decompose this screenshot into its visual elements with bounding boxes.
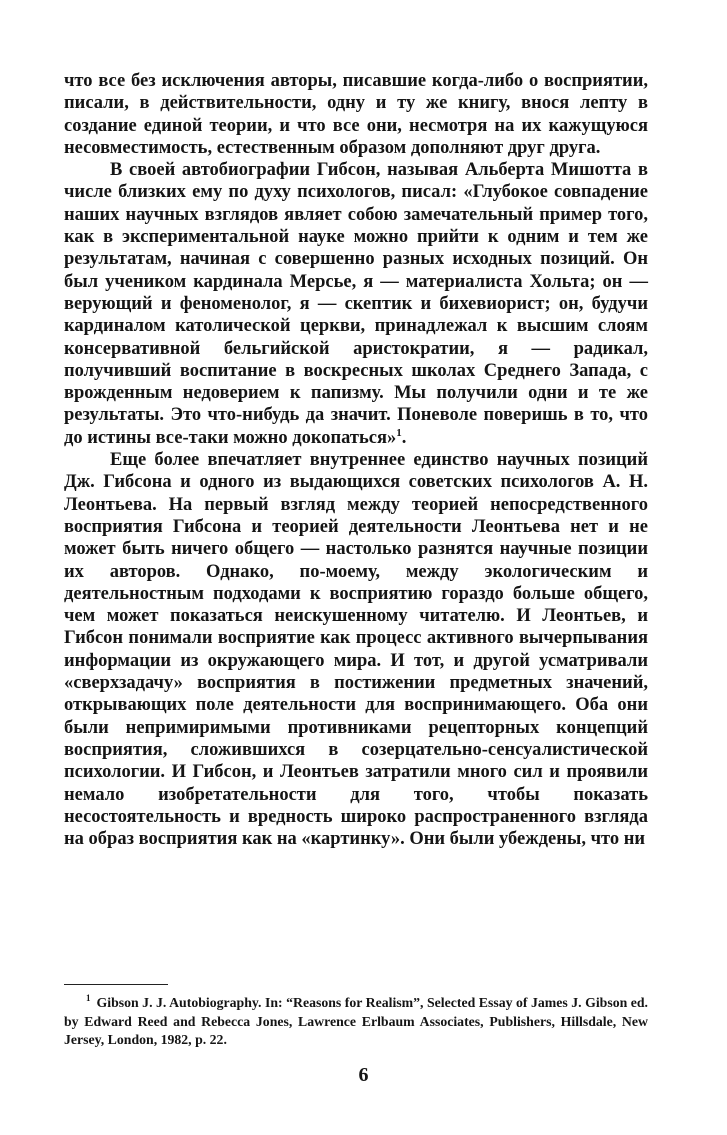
footnote-number: 1 [86, 993, 91, 1004]
paragraph-2 [64, 159, 648, 449]
footnote-text: Gibson J. J. Autobiography. In: “Reasons for Realism”, Selected Essay of James J. Gibson ed. by Edward Reed and Rebecca Jones, Lawrence Erlbaum Associates, Publishers, Hillsdale, New Jersey, London, 1982, p. 22. [64, 995, 648, 1047]
footnote [64, 994, 648, 1050]
footnote-divider [64, 984, 168, 985]
paragraph-1: что все без исключения авторы, писавшие когда-либо о восприятии, писали, в действительности, одну и ту же книгу, внося лепту в создание единой теории, и что все они, несмотря на их кажущуюся несовместимость, естественным образом дополняют друг друга. [64, 71, 648, 158]
paragraph-2-text: В своей автобиографии Гибсон, называя Альберта Мишотта в числе близких ему по духу психологов, писал: «Глубокое совпадение наших научных взглядов являет собою замечательный пример того, как в экспериментальной науке можно прийти к одним и тем же результатам, начиная с совершенно разных исходных позиций. Он был учеником кардинала Мерсье, я — материалиста Хольта; он — верующий и феноменолог, я — скептик и бихевиорист; он, будучи кардиналом католической церкви, принадлежал к высшим слоям консервативной бельгийской аристократии, я — радикал, получивший воспитание в воскресных школах Среднего Запада, с врожденным недоверием к папизму. Мы получили одни и те же результаты. Это что-нибудь да значит. Поневоле поверишь в то, что до истины все-таки можно докопаться» [64, 160, 648, 448]
page-number: 6 [358, 1064, 369, 1086]
paragraph-2-end: . [401, 427, 407, 448]
paragraph-3: Еще более впечатляет внутреннее единство научных позиций Дж. Гибсона и одного из выдающихся советских психологов А. Н. Леонтьева. На первый взгляд между теорией непосредственного восприятия Гибсона и теорией деятельности Леонтьева нет и не может быть ничего общего — настолько разнятся научные позиции их авторов. Однако, по-моему, между экологическим и деятельностным подходами к восприятию гораздо больше общего, чем может показаться неискушенному читателю. И Леонтьев, и Гибсон понимали восприятие как процесс активного вычерпывания информации из окружающего мира. И тот, и другой усматривали «сверхзадачу» восприятия в постижении предметных значений, открывающих поле деятельности для воспринимающего. Оба они были непримиримыми противниками рецепторных концепций восприятия, сложившихся в созерцательно-сенсуалистической психологии. И Гибсон, и Леонтьев затратили много сил и проявили немало изобретательности для того, чтобы показать несостоятельность и вредность широко распространенного взгляда на образ восприятия как на «картинку». Они были убеждены, что ни [64, 450, 648, 850]
footnote-reference: 1 [396, 426, 402, 439]
main-text [64, 70, 648, 850]
